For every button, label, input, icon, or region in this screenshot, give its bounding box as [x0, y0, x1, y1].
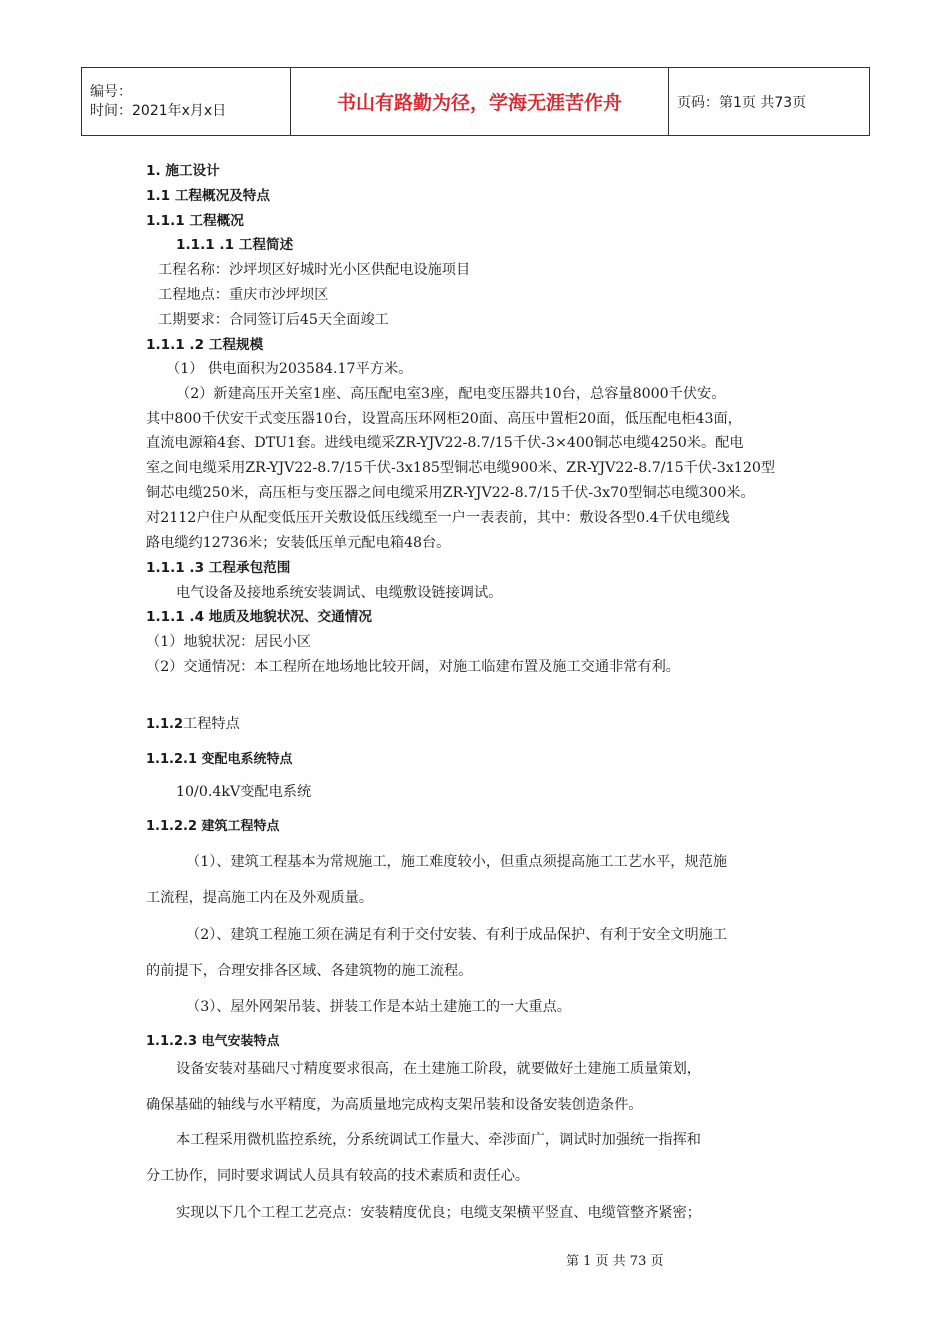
heading-1-1-2 [146, 715, 240, 734]
paragraph-line: （1） 供电面积为203584.17平方米。 [166, 361, 413, 377]
paragraph-line: （2）交通情况：本工程所在地场地比较开阔，对施工临建布置及施工交通非常有利。 [146, 659, 680, 675]
heading-1-1-1-3: 1.1.1 .3 工程承包范围 [146, 560, 291, 576]
heading-1: 1. 施工设计 [146, 163, 220, 179]
footer-page-number: 第 1 页 共 73 页 [566, 1254, 664, 1269]
paragraph-line: 室之间电缆采用ZR-YJV22-8.7/15千伏-3x185型铜芯电缆900米、ZR-YJV22-8.7/15千伏-3x120型 [146, 460, 776, 476]
paragraph-line: 其中800千伏安干式变压器10台，设置高压环网柜20面、高压中置柜20面，低压配电柜43面， [146, 411, 742, 427]
header-motto: 书山有路勤为径，学海无涯苦作舟 [291, 68, 669, 136]
heading-1-1-1-4: 1.1.1 .4 地质及地貌状况、交通情况 [146, 609, 372, 625]
paragraph-line: 确保基础的轴线与水平精度，为高质量地完成构支架吊装和设备安装创造条件。 [146, 1097, 643, 1113]
heading-1-1-2-title: 工程特点 [183, 716, 240, 732]
paragraph-line: 实现以下几个工程工艺亮点：安装精度优良；电缆支架横平竖直、电缆管整齐紧密； [176, 1205, 701, 1221]
heading-1-1-2-2: 1.1.2.2 建筑工程特点 [146, 819, 280, 834]
paragraph-line: 直流电源箱4套、DTU1套。进线电缆采ZR-YJV22-8.7/15千伏-3×400铜芯电缆4250米。配电 [146, 435, 744, 451]
project-location: 工程地点：重庆市沙坪坝区 [158, 287, 329, 303]
heading-1-1: 1.1 工程概况及特点 [146, 188, 270, 204]
paragraph-line: 路电缆约12736米；安装低压单元配电箱48台。 [146, 535, 451, 551]
paragraph-line: （2）新建高压开关室1座、高压配电室3座，配电变压器共10台，总容量8000千伏安。 [176, 386, 726, 402]
heading-1-1-1-2: 1.1.1 .2 工程规模 [146, 337, 264, 353]
paragraph-line: 的前提下，合理安排各区域、各建筑物的施工流程。 [146, 963, 473, 979]
paragraph-line: （1）地貌状况：居民小区 [146, 634, 312, 650]
paragraph-line: 工流程，提高施工内在及外观质量。 [146, 890, 374, 906]
paragraph-line: 对2112户住户从配变低压开关敷设低压线缆至一户一表表前，其中：敷设各型0.4千伏电缆线 [146, 510, 730, 526]
header-time-label: 时间：2021年x月x日 [90, 102, 227, 119]
paragraph-line: （1）、建筑工程基本为常规施工，施工难度较小，但重点须提高施工工艺水平，规范施 [186, 854, 728, 870]
heading-1-1-2-3: 1.1.2.3 电气安装特点 [146, 1034, 280, 1049]
header-left-cell [82, 68, 291, 136]
paragraph-line: （3）、屋外网架吊装、拼装工作是本站土建施工的一大重点。 [186, 999, 571, 1015]
paragraph-line: 10/0.4kV变配电系统 [176, 784, 312, 800]
header-page-label: 页码：第1页 共73页 [669, 68, 870, 136]
paragraph-line: 铜芯电缆250米，高压柜与变压器之间电缆采用ZR-YJV22-8.7/15千伏-3x70型铜芯电缆300米。 [146, 485, 755, 501]
paragraph-line: （2）、建筑工程施工须在满足有利于交付安装、有利于成品保护、有利于安全文明施工 [186, 927, 728, 943]
heading-1-1-1-1: 1.1.1 .1 工程简述 [176, 237, 294, 253]
project-name: 工程名称：沙坪坝区好城时光小区供配电设施项目 [158, 262, 471, 278]
paragraph-line: 设备安装对基础尺寸精度要求很高，在土建施工阶段，就要做好土建施工质量策划， [176, 1061, 701, 1077]
paragraph-line: 电气设备及接地系统安装调试、电缆敷设链接调试。 [176, 585, 503, 601]
paragraph-line: 本工程采用微机监控系统，分系统调试工作量大、牵涉面广，调试时加强统一指挥和 [176, 1132, 701, 1148]
paragraph-line: 分工协作，同时要求调试人员具有较高的技术素质和责任心。 [146, 1168, 530, 1184]
heading-1-1-1: 1.1.1 工程概况 [146, 213, 244, 229]
heading-1-1-2-1: 1.1.2.1 变配电系统特点 [146, 752, 293, 767]
heading-1-1-2-number: 1.1.2 [146, 717, 184, 732]
project-duration: 工期要求：合同签订后45天全面竣工 [158, 312, 389, 328]
header-table [81, 67, 870, 136]
header-number-label: 编号： [90, 83, 132, 100]
